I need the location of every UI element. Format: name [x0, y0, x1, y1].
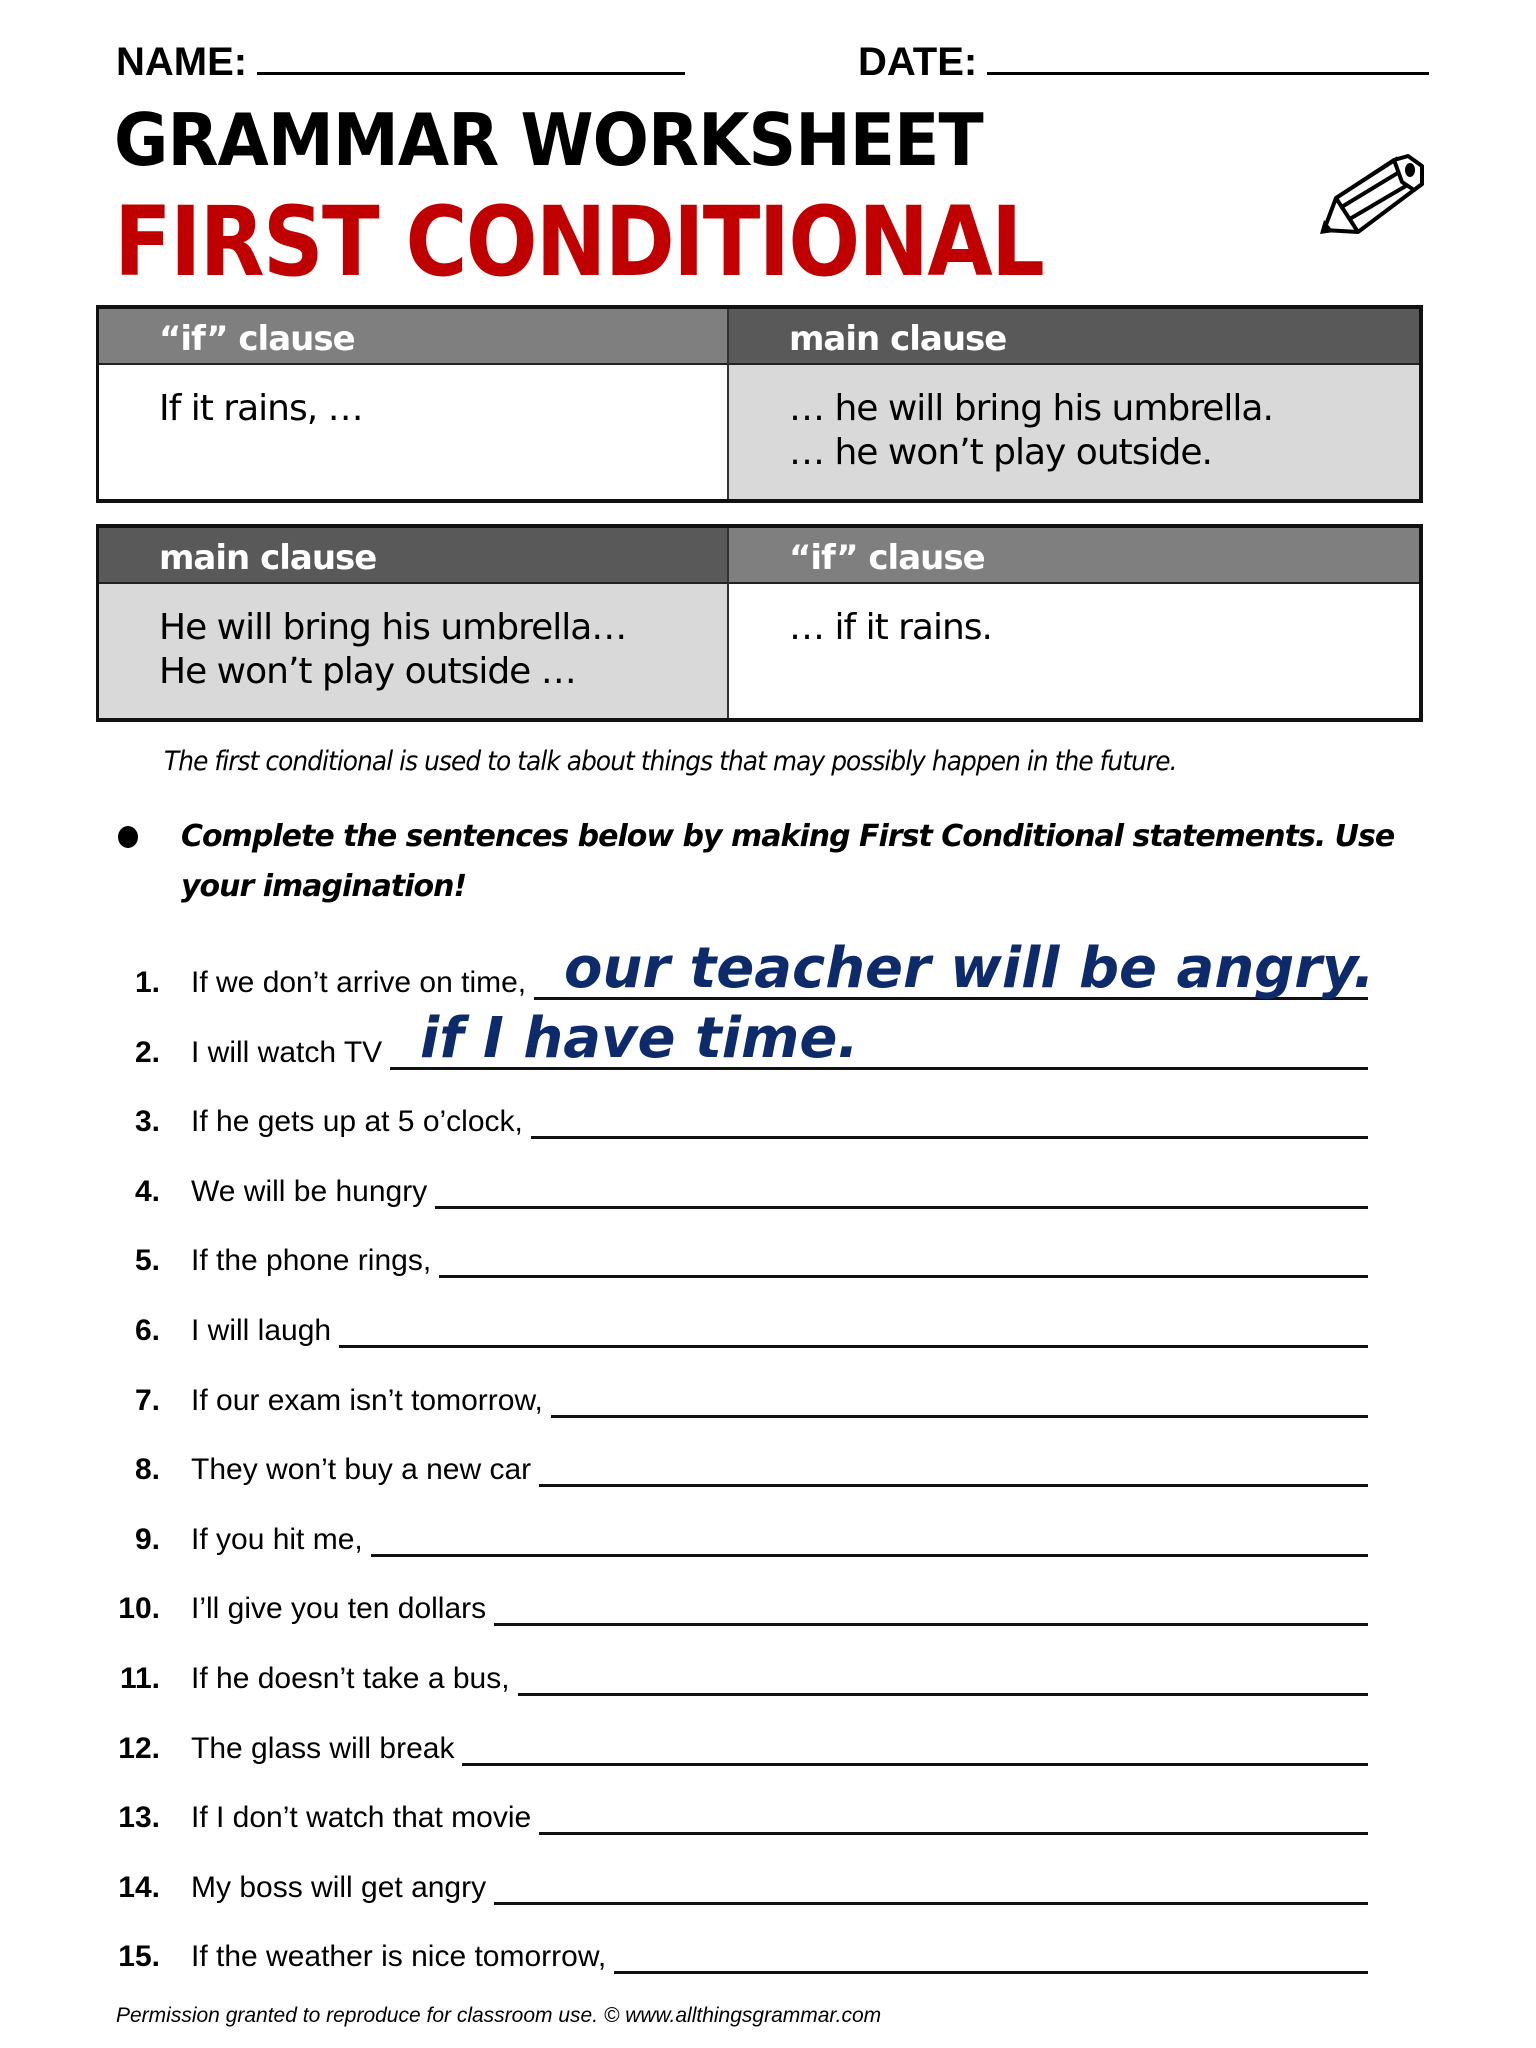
exercise-prompt: If you hit me,: [191, 1522, 363, 1556]
exercise-prompt: If we don’t arrive on time,: [191, 966, 527, 999]
answer-blank[interactable]: [371, 1524, 1368, 1557]
instructions: Complete the sentences below by making First Conditional statements. Use your imagination!: [181, 819, 1395, 904]
table-cell-main-clause: [729, 365, 1419, 499]
answer-blank[interactable]: [439, 1245, 1368, 1278]
exercise-prompt: I will watch TV: [191, 1035, 383, 1069]
exercise-number: 7.: [134, 1383, 160, 1417]
exercise-prompt: The glass will break: [191, 1731, 455, 1765]
example-line: … if it rains.: [789, 607, 993, 648]
exercise-item: [0, 1384, 1400, 1444]
exercise-item: [0, 1732, 1400, 1792]
bullet-icon: [118, 826, 138, 848]
exercise-item: [0, 1592, 1400, 1652]
exercise-number: 12.: [118, 1731, 160, 1765]
name-blank[interactable]: [257, 36, 685, 75]
worksheet-title: GRAMMAR WORKSHEET: [114, 98, 983, 182]
date-blank[interactable]: [987, 36, 1429, 75]
exercise-item: [0, 1005, 1400, 1096]
example-line: He won’t play outside …: [159, 651, 576, 692]
exercise-number: 11.: [119, 1662, 160, 1695]
exercise-number: 2.: [134, 1035, 160, 1069]
exercise-number: 1.: [134, 966, 160, 999]
usage-note: The first conditional is used to talk about things that may possibly happen in the future.: [164, 746, 1177, 777]
example-line: If it rains, …: [159, 388, 363, 429]
date-field[interactable]: [858, 36, 1429, 85]
exercise-prompt: We will be hungry: [191, 1174, 428, 1208]
copyright-footer: Permission granted to reproduce for classroom use. © www.allthingsgrammar.com: [116, 2004, 882, 2027]
worksheet-subtitle: FIRST CONDITIONAL: [114, 186, 1044, 298]
exercise-prompt: If I don’t watch that movie: [191, 1801, 532, 1835]
pencil-icon: [1318, 146, 1428, 236]
exercise-number: 13.: [118, 1801, 160, 1835]
exercise-prompt: If he gets up at 5 o’clock,: [191, 1105, 523, 1139]
exercise-item: [0, 1314, 1400, 1374]
handwritten-answer: our teacher will be angry.: [564, 936, 1375, 1001]
exercise-number: 10.: [118, 1592, 160, 1626]
exercise-prompt: If he doesn’t take a bus,: [191, 1662, 510, 1695]
exercise-number: 6.: [134, 1314, 160, 1347]
example-line: He will bring his umbrella…: [159, 607, 627, 648]
exercise-item: [0, 1871, 1400, 1931]
exercise-item: [0, 1453, 1400, 1513]
exercise-prompt: I will laugh: [191, 1314, 332, 1347]
exercise-prompt: I’ll give you ten dollars: [191, 1592, 487, 1626]
answer-blank[interactable]: [518, 1663, 1368, 1696]
answer-blank[interactable]: [462, 1733, 1368, 1766]
example-line: … he will bring his umbrella.: [789, 388, 1273, 429]
exercise-item: [0, 1940, 1400, 2000]
exercise-prompt: My boss will get angry: [191, 1870, 487, 1904]
answer-blank[interactable]: [614, 1941, 1368, 1974]
exercise-item: [0, 1662, 1400, 1722]
name-label: NAME:: [116, 40, 248, 84]
answer-blank[interactable]: [539, 1454, 1368, 1487]
handwritten-answer: if I have time.: [420, 1005, 859, 1071]
exercise-number: 4.: [134, 1174, 160, 1208]
table-cell-main-clause: [99, 584, 729, 718]
exercise-item: [0, 1175, 1400, 1235]
exercise-prompt: If the phone rings,: [191, 1244, 432, 1278]
exercise-item: [0, 1801, 1400, 1861]
exercise-item: [0, 1105, 1400, 1165]
exercise-number: 3.: [134, 1105, 160, 1139]
answer-blank[interactable]: [435, 1176, 1368, 1209]
date-label: DATE:: [858, 40, 978, 84]
exercise-number: 15.: [118, 1940, 160, 1974]
table-cell-if-clause: [729, 584, 1419, 718]
conditional-table-if-first: [96, 305, 1423, 503]
exercise-item: [0, 1523, 1400, 1583]
answer-blank[interactable]: [539, 1802, 1368, 1835]
exercise-prompt: They won’t buy a new car: [191, 1453, 532, 1487]
answer-blank[interactable]: [531, 1106, 1368, 1139]
answer-blank[interactable]: [551, 1385, 1368, 1418]
exercise-number: 14.: [118, 1870, 160, 1904]
table-header-if-clause: “if” clause: [729, 528, 1419, 584]
answer-blank[interactable]: [339, 1315, 1368, 1348]
exercise-item: [0, 1244, 1400, 1304]
exercise-prompt: If our exam isn’t tomorrow,: [191, 1383, 543, 1417]
table-header-main-clause: main clause: [729, 309, 1419, 365]
answer-blank[interactable]: [494, 1593, 1368, 1626]
table-header-main-clause: main clause: [99, 528, 729, 584]
exercise-prompt: If the weather is nice tomorrow,: [191, 1940, 607, 1974]
exercise-number: 9.: [134, 1522, 160, 1556]
name-field[interactable]: [116, 36, 685, 85]
exercise-number: 8.: [134, 1453, 160, 1487]
table-cell-if-clause: [99, 365, 729, 499]
exercise-number: 5.: [134, 1244, 160, 1278]
conditional-table-main-first: [96, 524, 1423, 722]
answer-blank[interactable]: [494, 1872, 1368, 1905]
example-line: … he won’t play outside.: [789, 432, 1212, 473]
table-header-if-clause: “if” clause: [99, 309, 729, 365]
